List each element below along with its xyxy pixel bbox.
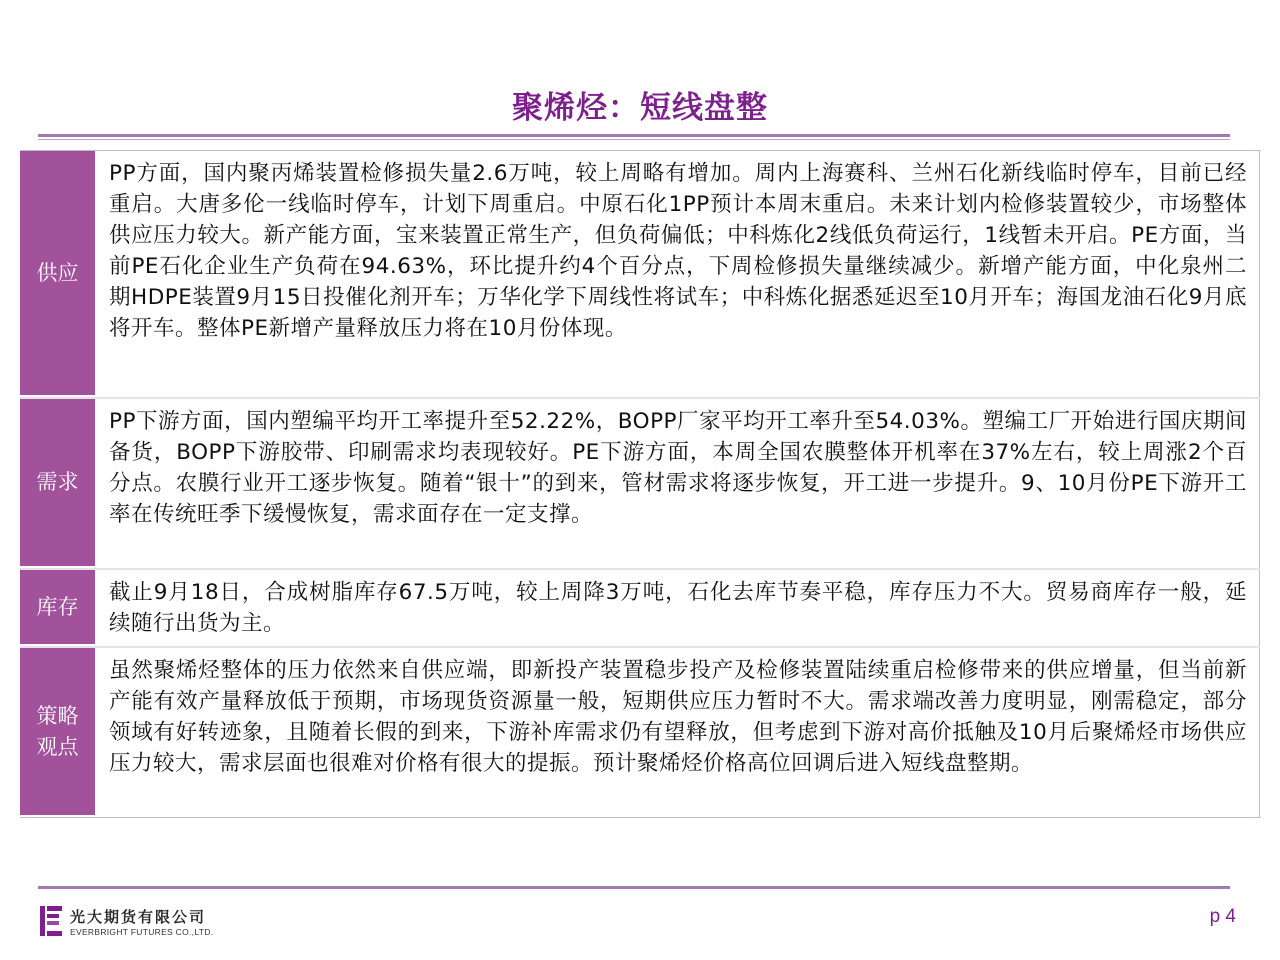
- title-divider-thin: [38, 139, 1230, 140]
- row-text: 虽然聚烯烃整体的压力依然来自供应端，即新投产装置稳步投产及检修装置陆续重启检修带来的供应增量，但当前新产能有效产量释放低于预期，市场现货资源量一般，短期供应压力暂时不大。需求端改善力度明显，刚需稳定，部分领域有好转迹象，且随着长假的到来，下游补库需求仍有望释放，但考虑到下游对高价抵触及10月后聚烯烃市场供应压力较大，需求层面也很难对价格有很大的提振。预计聚烯烃价格高位回调后进入短线盘整期。: [95, 648, 1260, 817]
- everbright-logo-icon: [38, 904, 64, 938]
- row-inventory: [20, 570, 1260, 648]
- footer-divider: [38, 886, 1230, 889]
- row-text: PP方面，国内聚丙烯装置检修损失量2.6万吨，较上周略有增加。周内上海赛科、兰州石化新线临时停车，目前已经重启。大唐多伦一线临时停车，计划下周重启。中原石化1PP预计本周末重启。未来计划内检修装置较少，市场整体供应压力较大。新产能方面，宝来装置正常生产，但负荷偏低；中科炼化2线低负荷运行，1线暂未开启。PE方面，当前PE石化企业生产负荷在94.63%，环比提升约4个百分点，下周检修损失量继续减少。新增产能方面，中化泉州二期HDPE装置9月15日投催化剂开车；万华化学下周线性将试车；中科炼化据悉延迟至10月开车；海国龙油石化9月底将开车。整体PE新增产量释放压力将在10月份体现。: [95, 151, 1260, 397]
- company-name-en: EVERBRIGHT FUTURES CO.,LTD.: [70, 926, 214, 937]
- row-supply: [20, 151, 1260, 399]
- row-label: 供应: [20, 151, 95, 397]
- row-demand: [20, 399, 1260, 570]
- company-logo: [38, 903, 213, 939]
- row-label: 库存: [20, 570, 95, 646]
- title-divider: [38, 134, 1230, 137]
- page-number: p 4: [1209, 906, 1236, 927]
- row-strategy: [20, 648, 1260, 817]
- company-name-cn: 光大期货有限公司: [70, 907, 207, 926]
- content-table: [20, 150, 1260, 818]
- row-text: PP下游方面，国内塑编平均开工率提升至52.22%，BOPP厂家平均开工率升至54.03%。塑编工厂开始进行国庆期间备货，BOPP下游胶带、印刷需求均表现较好。PE下游方面，本周全国农膜整体开机率在37%左右，较上周涨2个百分点。农膜行业开工逐步恢复。随着“银十”的到来，管材需求将逐步恢复，开工进一步提升。9、10月份PE下游开工率在传统旺季下缓慢恢复，需求面存在一定支撑。: [95, 399, 1260, 568]
- row-label: 策略观点: [20, 648, 95, 817]
- page-title: 聚烯烃：短线盘整: [512, 90, 768, 126]
- row-text: 截止9月18日，合成树脂库存67.5万吨，较上周降3万吨，石化去库节奏平稳，库存压力不大。贸易商库存一般，延续随行出货为主。: [95, 570, 1260, 646]
- row-label: 需求: [20, 399, 95, 568]
